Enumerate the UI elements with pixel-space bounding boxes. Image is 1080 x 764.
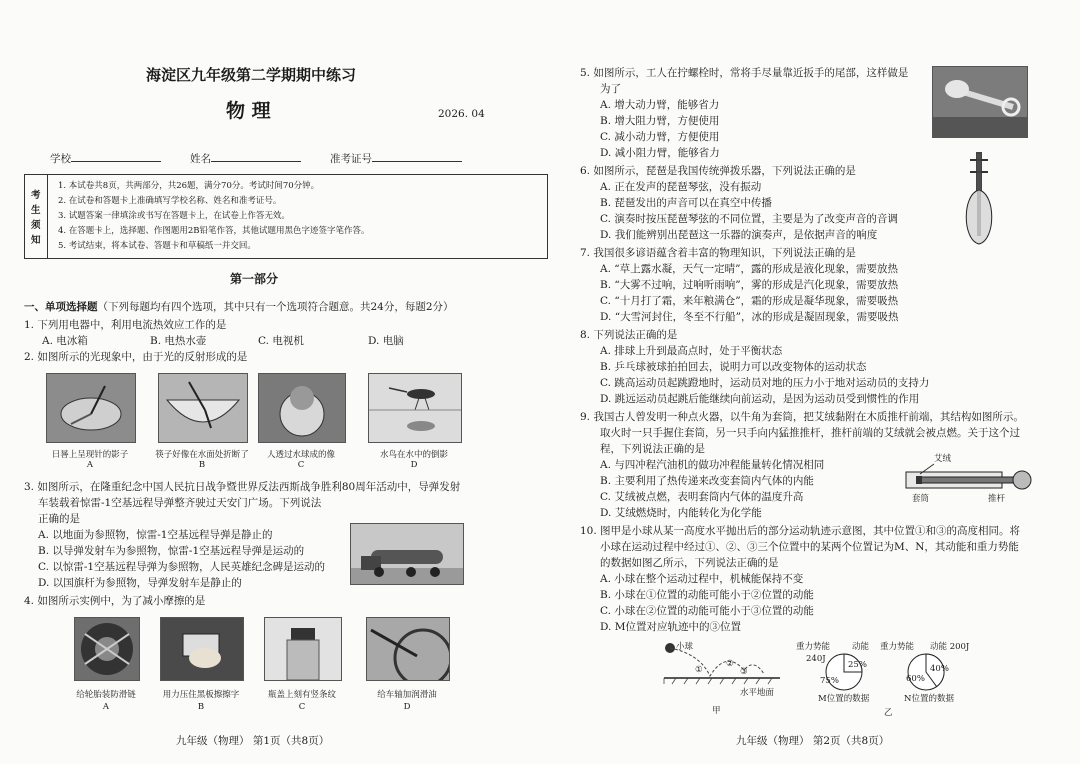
n-pct-small: 40% xyxy=(930,664,949,674)
bottle-cap-image xyxy=(264,617,342,681)
q2-letter-a: A xyxy=(86,460,94,470)
label-ground: 水平地面 xyxy=(740,688,775,698)
q2-caption-c: 人透过水球成的像 xyxy=(266,450,335,460)
label-fig-jia: 甲 xyxy=(712,706,721,716)
label-fig-yi: 乙 xyxy=(884,708,893,718)
q6-option-b: B. 琵琶发出的声音可以在真空中传播 xyxy=(600,197,772,209)
blackboard-eraser-image xyxy=(160,617,244,681)
q6-option-a: A. 正在发声的琵琶琴弦，没有振动 xyxy=(600,181,762,193)
q10-option-d: D. M位置对应轨迹中的③位置 xyxy=(600,621,741,633)
q3-option-c: C. 以惊雷-1空基远程导弹为参照物，人民英雄纪念碑是运动的 xyxy=(38,561,326,573)
label-pos2: ② xyxy=(726,659,734,669)
q4-letter-c: C xyxy=(298,702,306,712)
q10-option-a: A. 小球在整个运动过程中，机械能保持不变 xyxy=(600,573,804,585)
q8-option-d: D. 跳远运动员起跳后能继续向前运动，是因为运动员受到惯性的作用 xyxy=(600,393,920,405)
q6-option-c: C. 演奏时按压琵琶琴弦的不同位置，主要是为了改变声音的音调 xyxy=(600,213,898,225)
q1-option-d: D. 电脑 xyxy=(368,335,404,347)
q9-option-c: C. 艾绒被点燃，表明套筒内气体的温度升高 xyxy=(600,491,804,503)
q5-stem-line2: 为了 xyxy=(600,83,621,95)
q7-option-b: B. “大雾不过响，过响听雨响”，雾的形成是汽化现象，需要放热 xyxy=(600,279,899,291)
school-field: 学校 xyxy=(50,150,161,166)
water-ball-image xyxy=(258,373,346,443)
label-pos3: ③ xyxy=(740,667,748,677)
m-gp-label: 重力势能 xyxy=(796,642,831,652)
m-pct-small: 25% xyxy=(848,660,867,670)
n-ke-label: 动能 200J xyxy=(930,642,970,652)
q5-option-d: D. 减小阻力臂，能够省力 xyxy=(600,147,720,159)
tire-chain-image xyxy=(74,617,140,681)
m-ke-label: 动能 xyxy=(852,642,870,652)
q9-stem-line1: 9. 我国古人曾发明一种点火器，以牛角为套筒，把艾绒黏附在木质推杆前端，其结构如图所示。 xyxy=(580,411,1024,423)
q8-option-c: C. 跳高运动员起跳蹬地时，运动员对地的压力小于地对运动员的支持力 xyxy=(600,377,930,389)
q4-caption-a: 给轮胎装防滑链 xyxy=(76,690,136,700)
right-page-footer: 九年级（物理） 第2页（共8页） xyxy=(736,735,890,747)
q2-stem: 2. 如图所示的光现象中，由于光的反射形成的是 xyxy=(24,351,248,363)
q4-caption-c: 瓶盖上刻有竖条纹 xyxy=(267,690,336,700)
label-sleeve: 套筒 xyxy=(912,494,930,504)
label-aironng: 艾绒 xyxy=(934,454,952,464)
label-pos1: ① xyxy=(695,665,703,675)
q7-option-a: A. “草上露水凝，天气一定晴”，露的形成是液化现象，需要放热 xyxy=(600,263,898,275)
part-title: 第一部分 xyxy=(230,272,279,286)
q4-caption-b: 用力压住黑板擦擦字 xyxy=(162,690,240,700)
q7-option-c: C. “十月打了霜，来年粮满仓”，霜的形成是凝华现象，需要吸热 xyxy=(600,295,899,307)
notice-item: 1. 本试卷共8页，共两部分，共26题，满分70分。考试时间70分钟。 xyxy=(58,181,320,191)
section-intro: 一、单项选择题（下列每题均有四个选项，其中只有一个选项符合题意。共24分，每题2分） xyxy=(24,301,454,313)
water-bird-image xyxy=(368,373,462,443)
q2-caption-d: 水鸟在水中的倒影 xyxy=(379,450,448,460)
q8-stem: 8. 下列说法正确的是 xyxy=(580,329,678,341)
n-gp-label: 重力势能 xyxy=(880,642,915,652)
name-field: 姓名 xyxy=(190,150,301,166)
missile-truck-image xyxy=(350,523,464,585)
q5-option-b: B. 增大阻力臂，方便使用 xyxy=(600,115,720,127)
q1-option-b: B. 电热水壶 xyxy=(150,335,207,347)
notice-item: 4. 在答题卡上，选择题、作图题用2B铅笔作答，其他试题用黑色字迹签字笔作答。 xyxy=(58,226,370,236)
q6-stem: 6. 如图所示，琵琶是我国传统弹拨乐器，下列说法正确的是 xyxy=(580,165,856,177)
q8-option-a: A. 排球上升到最高点时，处于平衡状态 xyxy=(600,345,783,357)
notice-item: 2. 在试卷和答题卡上准确填写学校名称、姓名和准考证号。 xyxy=(58,196,282,206)
q6-option-d: D. 我们能辨别出琵琶这一乐器的演奏声，是依据声音的响度 xyxy=(600,229,878,241)
n-caption: N位置的数据 xyxy=(904,694,954,704)
q2-caption-b: 筷子好像在水面处折断了 xyxy=(155,450,249,460)
label-ball: 小球 xyxy=(676,642,694,652)
q8-option-b: B. 乒乓球被球拍拍回去，说明力可以改变物体的运动状态 xyxy=(600,361,867,373)
q9-option-b: B. 主要利用了热传递来改变套筒内气体的内能 xyxy=(600,475,814,487)
q1-option-c: C. 电视机 xyxy=(258,335,304,347)
q1-stem: 1. 下列用电器中，利用电流热效应工作的是 xyxy=(24,319,227,331)
q10-option-b: B. 小球在①位置的动能可能小于②位置的动能 xyxy=(600,589,814,601)
left-page-footer: 九年级（物理） 第1页（共8页） xyxy=(176,735,330,747)
q4-letter-b: B xyxy=(197,702,205,712)
m-pct-big: 75% xyxy=(820,676,839,686)
q10-stem-line3: 的数据如图乙所示，下列说法正确的是 xyxy=(600,557,779,569)
q7-stem: 7. 我国很多谚语蕴含着丰富的物理知识，下列说法正确的是 xyxy=(580,247,856,259)
fire-piston-figure xyxy=(898,460,1038,496)
q2-letter-c: C xyxy=(297,460,305,470)
label-pushrod: 推杆 xyxy=(988,494,1006,504)
exam-title: 海淀区九年级第二学期期中练习 xyxy=(146,66,357,84)
notice-side-label: 考 生 须 知 xyxy=(25,175,48,258)
m-caption: M位置的数据 xyxy=(818,694,870,704)
q5-stem-line1: 5. 如图所示，工人在拧螺栓时，常将手尽量靠近扳手的尾部，这样做是 xyxy=(580,67,909,79)
q7-option-d: D. “大雪河封住，冬至不行船”，冰的形成是凝固现象，需要吸热 xyxy=(600,311,899,323)
axle-oil-image xyxy=(366,617,450,681)
q4-caption-d: 给车轴加润滑油 xyxy=(377,690,437,700)
subject-title: 物 理 xyxy=(226,100,271,122)
q2-letter-d: D xyxy=(410,460,418,470)
sundial-image xyxy=(46,373,136,443)
q10-option-c: C. 小球在②位置的动能可能小于③位置的动能 xyxy=(600,605,814,617)
q5-option-c: C. 减小动力臂，方便使用 xyxy=(600,131,720,143)
exam-no-field: 准考证号 xyxy=(330,150,462,166)
q9-stem-line3: 程，下列说法正确的是 xyxy=(600,443,705,455)
notice-item: 3. 试题答案一律填涂或书写在答题卡上，在试卷上作答无效。 xyxy=(58,211,290,221)
chopsticks-bowl-image xyxy=(158,373,248,443)
q3-option-a: A. 以地面为参照物，惊雷-1空基远程导弹是静止的 xyxy=(38,529,273,541)
exam-date: 2026. 04 xyxy=(438,108,485,120)
q3-option-b: B. 以导弹发射车为参照物，惊雷-1空基远程导弹是运动的 xyxy=(38,545,305,557)
q9-stem-line2: 取火时一只手握住套筒，另一只手向内猛推推杆，推杆前端的艾绒就会被点燃。关于这个过 xyxy=(600,427,1020,439)
q1-option-a: A. 电冰箱 xyxy=(42,335,88,347)
q9-option-d: D. 艾绒燃烧时，内能转化为化学能 xyxy=(600,507,762,519)
q2-letter-b: B xyxy=(198,460,206,470)
q3-stem-line1: 3. 如图所示，在隆重纪念中国人民抗日战争暨世界反法西斯战争胜利80周年活动中，导弹发射 xyxy=(24,481,461,493)
notice-item: 5. 考试结束，将本试卷、答题卡和草稿纸一并交回。 xyxy=(58,241,256,251)
q4-stem: 4. 如图所示实例中，为了减小摩擦的是 xyxy=(24,595,206,607)
q4-letter-d: D xyxy=(403,702,411,712)
q3-stem-line2: 车装载着惊雷-1空基远程导弹整齐驶过天安门广场。下列说法 xyxy=(38,497,322,509)
q10-stem-line1: 10. 图甲是小球从某一高度水平抛出后的部分运动轨迹示意图，其中位置①和③的高度相同。将 xyxy=(580,525,1021,537)
q5-option-a: A. 增大动力臂，能够省力 xyxy=(600,99,720,111)
m-value-label: 240J xyxy=(806,654,826,664)
q4-letter-a: A xyxy=(102,702,110,712)
wrench-image xyxy=(932,66,1028,138)
q3-stem-line3: 正确的是 xyxy=(38,513,80,525)
n-pct-big: 60% xyxy=(906,674,925,684)
pipa-figure xyxy=(962,150,996,246)
q10-stem-line2: 小球在运动过程中经过①、②、③三个位置中的某两个位置记为M、N，其动能和重力势能 xyxy=(600,541,1019,553)
exam-notice-box xyxy=(24,174,548,259)
q9-option-a: A. 与四冲程汽油机的做功冲程能量转化情况相同 xyxy=(600,459,825,471)
q2-caption-a: 日晷上呈现针的影子 xyxy=(51,450,129,460)
q3-option-d: D. 以国旗杆为参照物，导弹发射车是静止的 xyxy=(38,577,242,589)
